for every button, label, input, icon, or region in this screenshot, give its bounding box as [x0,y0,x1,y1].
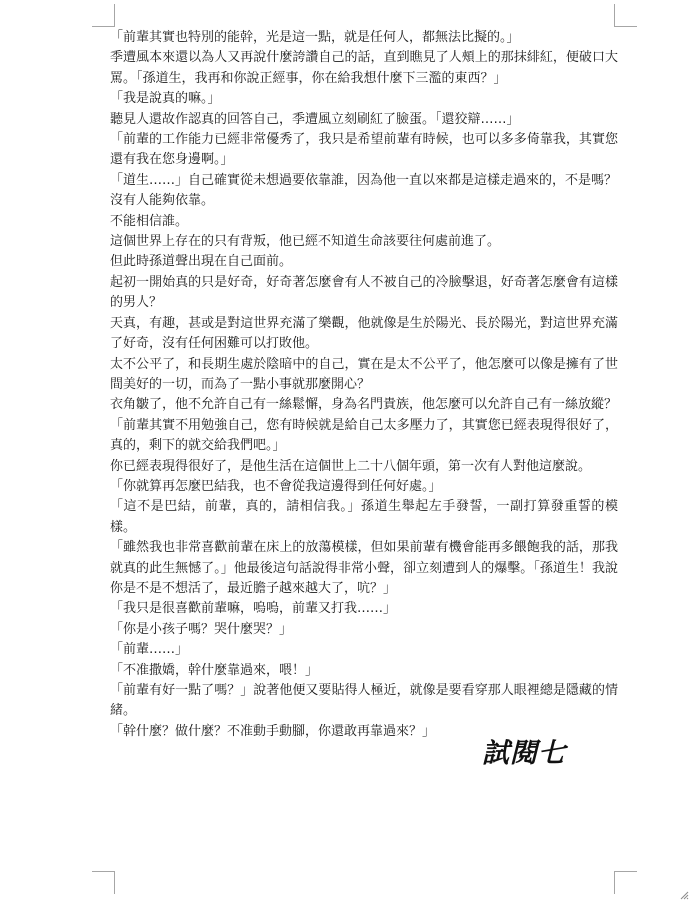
paragraph: 「幹什麼？做什麼？不准動手動腳，你還敢再靠過來？」 [110,723,436,739]
paragraph: 沒有人能夠依靠。 [110,193,215,209]
paragraph: 「我是說真的嘛。」 [110,91,221,107]
paragraph: 不能相信誰。 [110,213,189,229]
preview-watermark: 試閱七 [482,738,566,769]
page-corner-mark-bottom-left [92,871,115,894]
paragraph: 「你是小孩子嗎？哭什麼哭？」 [110,621,293,637]
paragraph: 天真，有趣，甚或是對這世界充滿了樂觀，他就像是生於陽光、長於陽光，對這世界充滿了好奇，沒有任何困難可以打敗他。 [110,315,618,352]
page-corner-mark-top-right [614,4,637,27]
paragraph: 「前輩……」 [110,642,189,658]
page-corner-mark-bottom-right [614,871,637,894]
paragraph: 「前輩其實也特別的能幹，光是這一點，就是任何人，都無法比擬的。」 [110,30,520,45]
paragraph: 「前輩有好一點了嗎？」說著他便又要貼得人極近，就像是要看穿那人眼裡總是隱藏的情緒。 [110,683,618,719]
paragraph: 衣角皺了，他不允許自己有一絲鬆懈，身為名門貴族，他怎麼可以允許自己有一絲放縱？ [110,397,618,413]
resize-grip-icon[interactable] [679,891,689,900]
paragraph: 「道生……」自己確實從未想過要依靠誰，因為他一直以來都是這樣走過來的，不是嗎？ [110,172,618,188]
paragraph: 「前輩其實不用勉強自己，您有時候就是給自己太多壓力了，其實您已經表現得很好了，真的，剩下的就交給我們吧。」 [110,417,618,454]
paragraph: 「不准撒嬌，幹什麼靠過來，喂！」 [110,662,319,678]
paragraph: 太不公平了，和長期生處於陰暗中的自己，實在是太不公平了，他怎麼可以像是擁有了世間美好的一切，而為了一點小事就那麼開心？ [110,356,618,392]
page-corner-mark-top-left [92,4,115,27]
document-body[interactable] [110,28,618,742]
paragraph: 起初一開始真的只是好奇，好奇著怎麼會有人不被自己的冷臉擊退，好奇著怎麼會有這樣的男人？ [110,274,618,311]
paragraph: 聽見人還故作認真的回答自己，季遭風立刻刷紅了臉蛋。「還狡辯……」 [110,111,520,127]
paragraph: 「我只是很喜歡前輩嘛，嗚嗚，前輩又打我……」 [110,601,397,617]
paragraph: 你已經表現得很好了，是他生活在這個世上二十八個年頭，第一次有人對他這麼說。 [110,458,592,474]
paragraph: 「這不是巴結，前輩，真的，請相信我。」孫道生舉起左手發誓，一副打算發重誓的模樣。 [110,499,618,535]
paragraph: 季遭風本來還以為人又再說什麼誇讚自己的話，直到瞧見了人頰上的那抹緋紅，便破口大罵。「孫道生，我再和你說正經事，你在給我想什麼下三濫的東西？」 [110,50,618,86]
paragraph: 這個世界上存在的只有背叛，他已經不知道生命該要往何處前進了。 [110,234,501,250]
paragraph: 「前輩的工作能力已經非常優秀了，我只是希望前輩有時候，也可以多多倚靠我，其實您還有我在您身邊啊。」 [110,132,618,168]
paragraph: 「雖然我也非常喜歡前輩在床上的放蕩模樣，但如果前輩有機會能再多餵飽我的話，那我就真的此生無憾了。」他最後這句話說得非常小聲，卻立刻遭到人的爆擊。「孫道生！我說你是不是不想活了，最近膽子越來越大了，吭？」 [110,540,618,596]
paragraph: 「你就算再怎麼巴結我，也不會從我這邊得到任何好處。」 [110,478,442,494]
paragraph: 但此時孫道聲出現在自己面前。 [110,254,293,270]
